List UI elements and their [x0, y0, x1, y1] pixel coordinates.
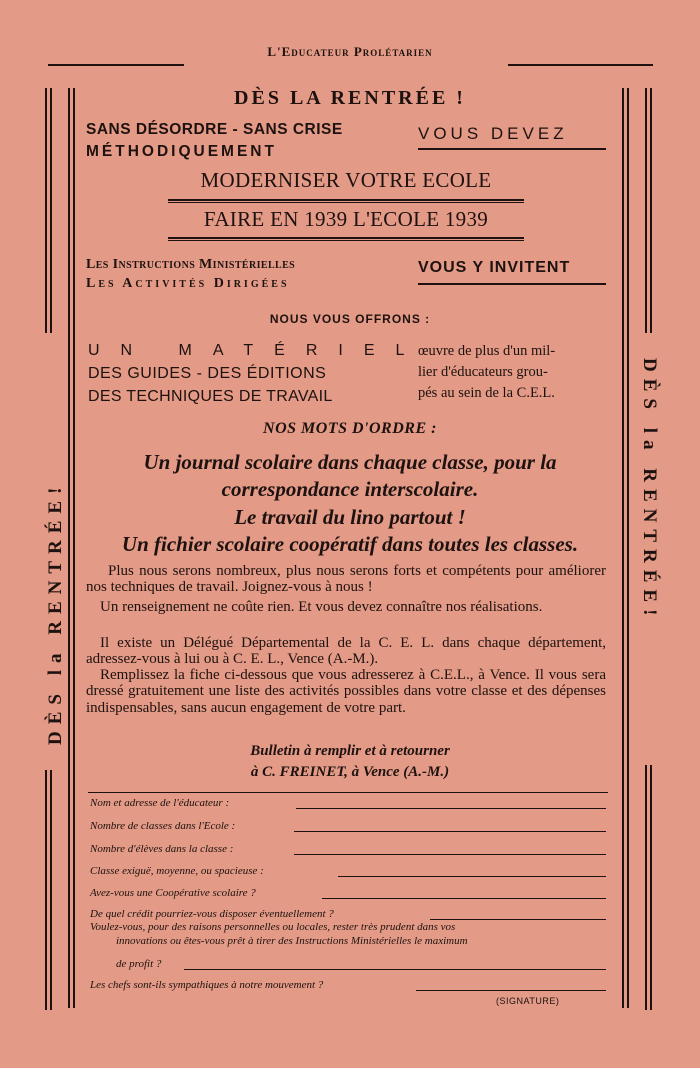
oeuvre-line-3: pés au sein de la C.E.L.	[418, 385, 555, 401]
mots-ordre-heading: NOS MOTS D'ORDRE :	[263, 420, 437, 437]
frame-rule-right-6	[650, 765, 652, 1010]
moderniser-rule-bottom-2	[168, 202, 524, 204]
frame-rule-left-6	[50, 770, 52, 1010]
offrons-heading: NOUS VOUS OFFRONS :	[269, 312, 431, 326]
field-profit-line[interactable]	[184, 969, 606, 970]
frame-rule-left-2	[50, 88, 52, 333]
side-text-right: DÈS la RENTRÉE!	[639, 358, 660, 623]
paragraph-2: Un renseignement ne coûte rien. Et vous devez connaître nos réalisations.	[100, 599, 543, 615]
slogan-1: Un journal scolaire dans chaque classe, pour la	[143, 450, 557, 474]
field-cooperative-label: Avez-vous une Coopérative scolaire ?	[90, 887, 256, 899]
field-eleves-line[interactable]	[294, 854, 606, 855]
field-voulez-line-2: innovations ou êtes-vous prêt à tirer des Instructions Ministérielles le maximum	[116, 935, 468, 947]
field-nom-label: Nom et adresse de l'éducateur :	[90, 797, 230, 809]
bulletin-line-1: Bulletin à remplir et à retourner	[250, 743, 450, 759]
instructions-line-2: Les Activités Dirigées	[86, 276, 290, 291]
form-top-rule	[88, 792, 608, 793]
intro-line-1: SANS DÉSORDRE - SANS CRISE	[86, 121, 343, 138]
faire-heading: FAIRE EN 1939 L'ECOLE 1939	[203, 207, 489, 231]
bulletin-line-2: à C. FREINET, à Vence (A.-M.)	[250, 764, 450, 780]
field-profit-label: de profit ?	[116, 958, 162, 970]
slogan-2: correspondance interscolaire.	[221, 477, 479, 501]
moderniser-heading: MODERNISER VOTRE ECOLE	[200, 168, 492, 192]
field-chefs-line[interactable]	[416, 990, 606, 991]
vous-y-invitent-text: VOUS Y INVITENT	[418, 259, 571, 276]
journal-header: L'Educateur Prolétarien	[267, 44, 433, 59]
frame-rule-right-5	[645, 765, 647, 1010]
field-classe-label: Classe exiguë, moyenne, ou spacieuse :	[90, 865, 264, 877]
signature-label: (SIGNATURE)	[496, 996, 560, 1006]
frame-rule-left-5	[45, 770, 47, 1010]
side-text-left: DÈS la RENTRÉE!	[45, 480, 66, 745]
header-rule-left	[48, 64, 184, 66]
moderniser-rule-bottom	[168, 199, 524, 201]
slogan-4: Un fichier scolaire coopératif dans toutes les classes.	[121, 532, 579, 556]
instructions-line-1: Les Instructions Ministérielles	[86, 257, 296, 272]
paragraph-3: Il existe un Délégué Départemental de la C. E. L. dans chaque département, adressez-vous à lui ou à C. E. L., Vence (A.-M.).	[86, 635, 606, 668]
offer-materiel: UN MATÉRIEL	[88, 342, 426, 359]
slogan-3: Le travail du lino partout !	[234, 505, 466, 529]
frame-rule-right-4	[650, 88, 652, 333]
vous-devez-text: VOUS DEVEZ	[418, 124, 568, 143]
frame-rule-right-3	[645, 88, 647, 333]
oeuvre-line-2: lier d'éducateurs grou-	[418, 364, 548, 380]
vous-devez-rule	[418, 148, 606, 150]
page-title: DÈS LA RENTRÉE !	[234, 87, 466, 109]
frame-rule-left-1	[45, 88, 47, 333]
field-classes-line[interactable]	[294, 831, 606, 832]
faire-rule-bottom-2	[168, 240, 524, 242]
field-cooperative-line[interactable]	[322, 898, 606, 899]
intro-line-2: MÉTHODIQUEMENT	[86, 143, 277, 160]
field-nom-line[interactable]	[296, 808, 606, 809]
header-rule-right	[508, 64, 653, 66]
field-eleves-label: Nombre d'élèves dans la classe :	[90, 843, 234, 855]
field-chefs-label: Les chefs sont-ils sympathiques à notre mouvement ?	[90, 979, 324, 991]
field-credit-line[interactable]	[430, 919, 606, 920]
field-voulez-line-1: Voulez-vous, pour des raisons personnelles ou locales, rester très prudent dans vos	[90, 921, 456, 933]
field-classes-label: Nombre de classes dans l'Ecole :	[90, 820, 236, 832]
field-credit-label: De quel crédit pourriez-vous disposer éventuellement ?	[90, 908, 334, 920]
faire-rule-bottom	[168, 237, 524, 239]
offer-techniques: DES TECHNIQUES DE TRAVAIL	[88, 388, 333, 405]
oeuvre-line-1: œuvre de plus d'un mil-	[418, 343, 556, 359]
paragraph-4: Remplissez la fiche ci-dessous que vous adresserez à C.E.L., à Vence. Il vous sera dressé gratuitement une liste des activités possibles dans votre classe et des dépenses indispensables, sans aucun engagement de votre part.	[86, 667, 606, 716]
paragraph-1: Plus nous serons nombreux, plus nous serons forts et compétents pour améliorer nos techniques de travail. Joignez-vous à nous !	[86, 563, 606, 596]
invitent-rule	[418, 283, 606, 285]
field-classe-line[interactable]	[338, 876, 606, 877]
offer-guides: DES GUIDES - DES ÉDITIONS	[88, 365, 327, 382]
